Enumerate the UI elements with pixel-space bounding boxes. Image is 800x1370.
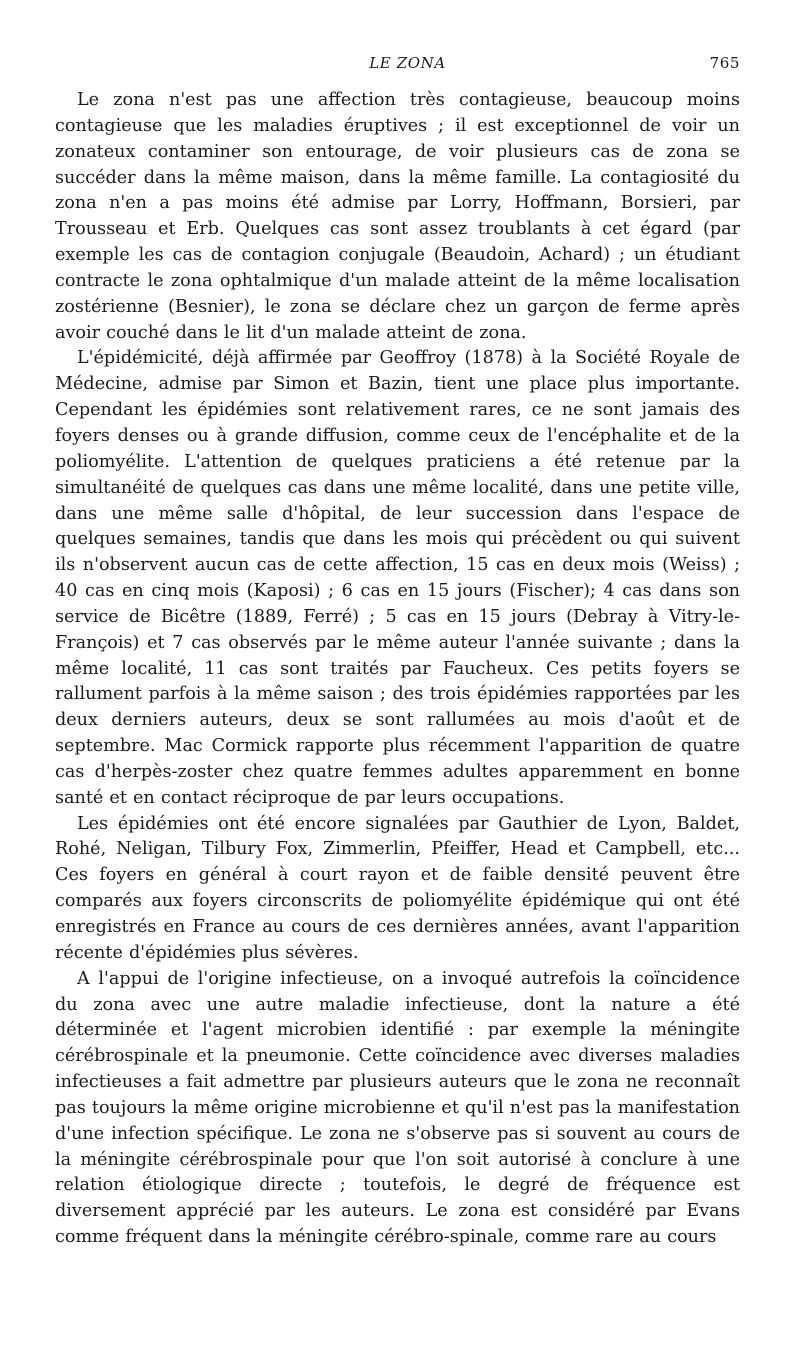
- running-head: [55, 54, 740, 78]
- paragraph-epidemicity: L'épidémicité, déjà affirmée par Geoffroy (1878) à la Société Royale de Médecine, admise par Simon et Bazin, tient une place plus importante. Cependant les épidémies sont relativement rares, ce ne sont jamais des foyers denses ou à grande diffusion, comme ceux de l'encéphalite et de la poliomyélite. L'attention de quelques praticiens a été retenue par la simultanéité de quelques cas dans une même localité, dans une petite ville, dans une même salle d'hôpital, de leur succession dans l'espace de quelques semaines, tandis que dans les mois qui précèdent ou qui suivent ils n'observent aucun cas de cette affection, 15 cas en deux mois (Weiss) ; 40 cas en cinq mois (Kaposi) ; 6 cas en 15 jours (Fischer); 4 cas dans son service de Bicêtre (1889, Ferré) ; 5 cas en 15 jours (Debray à Vitry-le-François) et 7 cas observés par le même auteur l'année suivante ; dans la même localité, 11 cas sont traités par Faucheux. Ces petits foyers se rallument parfois à la même saison ; des trois épidémies rapportées par les deux derniers auteurs, deux se sont rallumées au mois d'août et de septembre. Mac Cormick rapporte plus récemment l'apparition de quatre cas d'herpès-zoster chez quatre femmes adultes apparemment en bonne santé et en contact réciproque de par leurs occupations.: [55, 348, 740, 808]
- running-title: LE ZONA: [369, 54, 446, 72]
- paragraph-infectious-origin: A l'appui de l'origine infectieuse, on a invoqué autrefois la coïncidence du zona avec une autre maladie infectieuse, dont la nature a été déterminée et l'agent microbien identifié : par exemple la méningite cérébrospinale et la pneumonie. Cette coïncidence avec diverses maladies infectieuses a fait admettre par plusieurs auteurs que le zona ne reconnaît pas toujours la même origine microbienne et qu'il n'est pas la manifestation d'une infection spécifique. Le zona ne s'observe pas si souvent au cours de la méningite cérébrospinale pour que l'on soit autorisé à conclure à une relation étiologique directe ; toutefois, le degré de fréquence est diversement apprécié par les auteurs. Le zona est considéré par Evans comme fréquent dans la méningite cérébro-spinale, comme rare au cours: [55, 968, 740, 1248]
- page-number: 765: [709, 54, 740, 72]
- body-text: [55, 88, 740, 1251]
- paragraph-epidemic-reports: Les épidémies ont été encore signalées par Gauthier de Lyon, Baldet, Rohé, Neligan, Tilbury Fox, Zimmerlin, Pfeiffer, Head et Campbell, etc... Ces foyers en général à court rayon et de faible densité peuvent être comparés aux foyers circonscrits de poliomyélite épidémique qui ont été enregistrés en France au cours de ces dernières années, avant l'apparition récente d'épidémies plus sévères.: [55, 813, 740, 963]
- paragraph-contagiosity: Le zona n'est pas une affection très contagieuse, beaucoup moins contagieuse que les maladies éruptives ; il est exceptionnel de voir un zonateux contaminer son entourage, de voir plusieurs cas de zona se succéder dans la même maison, dans la même famille. La contagiosité du zona n'en a pas moins été admise par Lorry, Hoffmann, Borsieri, par Trousseau et Erb. Quelques cas sont assez troublants à cet égard (par exemple les cas de contagion conjugale (Beaudoin, Achard) ; un étudiant contracte le zona ophtalmique d'un malade atteint de la même localisation zostérienne (Besnier), le zona se déclare chez un garçon de ferme après avoir couché dans le lit d'un malade atteint de zona.: [55, 90, 740, 343]
